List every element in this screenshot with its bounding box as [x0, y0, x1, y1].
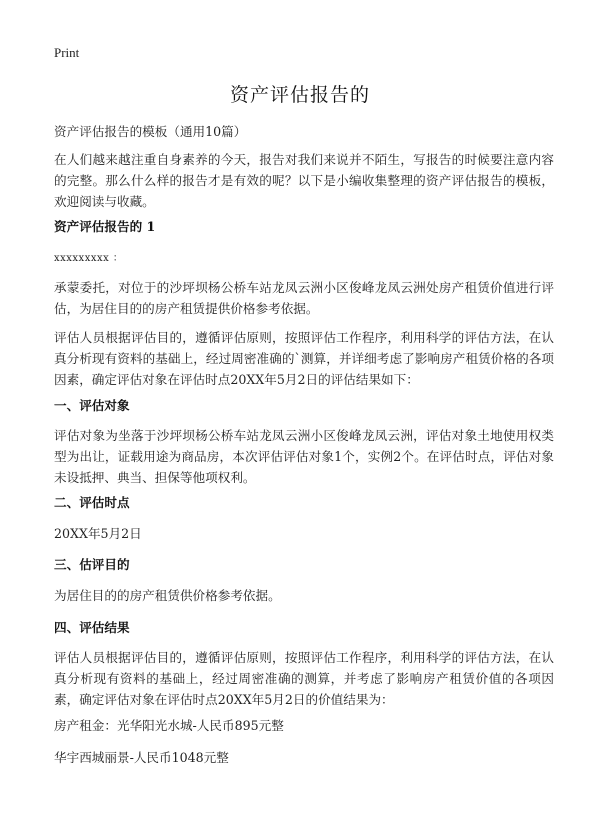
print-label[interactable]: Print: [54, 45, 80, 60]
valuation-date: 20XX年5月2日: [54, 526, 142, 541]
paragraph-commission: 承蒙委托，对位于的沙坪坝杨公桥车站龙凤云洲小区俊峰龙凤云洲处房产租赁价值进行评估，为居住目的的房产租赁提供价格参考依据。: [54, 280, 554, 316]
intro-paragraph: 在人们越来越注重自身素养的今天，报告对我们来说并不陌生，写报告的时候要注意内容的完整。那么什么样的报告才是有效的呢？以下是小编收集整理的资产评估报告的模板，欢迎阅读与收藏。: [54, 152, 554, 209]
paragraph-method: 评估人员根据评估目的，遵循评估原则，按照评估工作程序，利用科学的评估方法，在认真分析现有资料的基础上，经过周密准确的`测算，并详细考虑了影响房产租赁价格的各项因素，确定评估对象在评估时点20XX年5月2日的评估结果如下：: [54, 330, 554, 387]
addressee: xxxxxxxxx ：: [54, 253, 124, 264]
rent-item-2: 华宇西城丽景-人民币1048元整: [54, 750, 229, 765]
heading-date: 二、评估时点: [54, 495, 130, 510]
rent-item-1: 房产租金：光华阳光水城-人民币895元整: [54, 718, 284, 733]
document-title: 资产评估报告的: [229, 84, 370, 106]
section-title: 资产评估报告的 1: [54, 219, 156, 234]
heading-object: 一、评估对象: [54, 398, 130, 413]
subtitle: 资产评估报告的模板（通用10篇）: [54, 124, 247, 139]
heading-purpose: 三、估评目的: [54, 557, 130, 572]
paragraph-result: 评估人员根据评估目的，遵循评估原则，按照评估工作程序，利用科学的评估方法，在认真分析现有资料的基础上，经过周密准确的测算，并考虑了影响房产租赁价值的各项因素，确定评估对象在评估时点20XX年5月2日的价值结果为：: [54, 650, 554, 707]
paragraph-object: 评估对象为坐落于沙坪坝杨公桥车站龙凤云洲小区俊峰龙凤云洲，评估对象土地使用权类型为出让，证载用途为商品房，本次评估评估对象1个，实例2个。在评估时点，评估对象未设抵押、典当、担保等他项权利。: [54, 428, 554, 485]
paragraph-purpose: 为居住目的的房产租赁供价格参考依据。: [54, 588, 281, 603]
heading-result: 四、评估结果: [54, 620, 130, 635]
